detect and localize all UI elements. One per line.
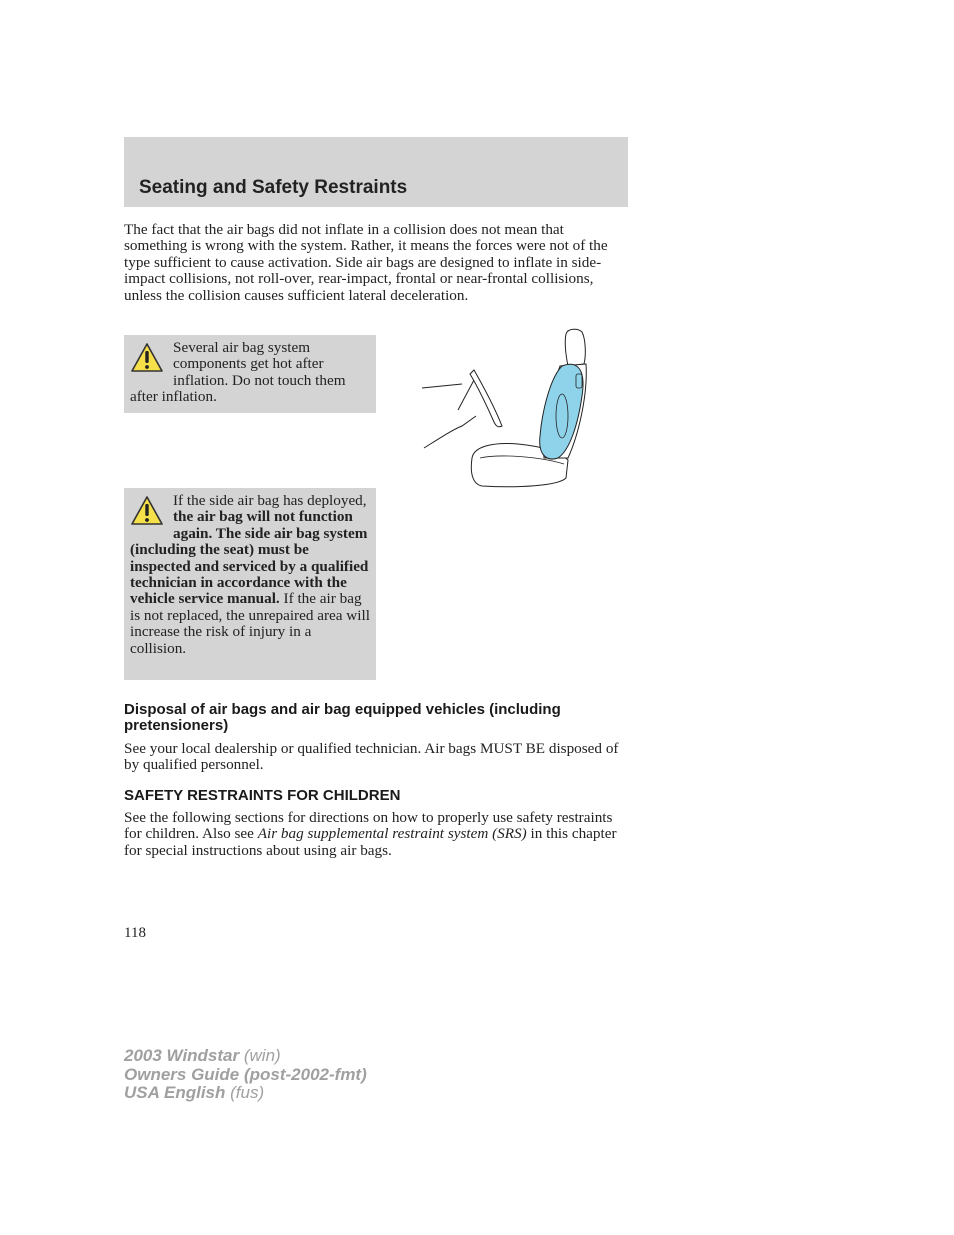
airbag-srs-reference: Air bag supplemental restraint system (SRS) <box>257 825 527 843</box>
children-paragraph <box>124 810 630 859</box>
footer-model-code: (win) <box>239 1046 281 1065</box>
page-number: 118 <box>124 925 146 941</box>
disposal-paragraph: See your local dealership or qualified technician. Air bags MUST BE disposed of by qualified personnel. <box>124 740 619 774</box>
deployed-airbag-warning <box>124 488 376 680</box>
warning-text-intro: If the side air bag has deployed, <box>173 492 367 509</box>
side-airbag-seat-illustration <box>418 326 593 491</box>
warning-triangle-icon <box>130 342 164 374</box>
children-text-rest: in this chapter for special instructions about using air bags. <box>124 825 617 859</box>
children-heading: SAFETY RESTRAINTS FOR CHILDREN <box>124 787 401 804</box>
children-text-intro: See the following sections for directions on how to properly use safety restraints for children. Also see <box>124 809 613 843</box>
footer-language: USA English <box>124 1083 226 1102</box>
section-header-band <box>124 137 628 207</box>
warning-text-emphasis: the air bag will not function again. The side air bag system (including the seat) must be inspected and serviced by a qualified technician in accordance with the vehicle service manual. <box>130 508 369 608</box>
section-title: Seating and Safety Restraints <box>139 177 408 198</box>
intro-paragraph: The fact that the air bags did not inflate in a collision does not mean that something is wrong with the system. Rather, it means the forces were not of the type sufficient to cause activation. Side air bags are designed to inflate in side-impact collisions, not roll-over, rear-impact, frontal or near-frontal collisions, unless the collision causes sufficient lateral deceleration. <box>124 221 608 304</box>
footer-model: 2003 Windstar <box>124 1046 240 1065</box>
warning-triangle-icon <box>130 495 164 527</box>
hot-components-warning <box>124 335 376 413</box>
document-footer <box>124 1047 367 1103</box>
footer-language-code: (fus) <box>225 1083 265 1102</box>
footer-guide: Owners Guide (post-2002-fmt) <box>124 1064 367 1084</box>
warning-text-rest: If the air bag is not replaced, the unrepaired area will increase the risk of injury in a collision. <box>130 590 370 657</box>
disposal-heading: Disposal of air bags and air bag equipped vehicles (including pretensioners) <box>124 701 561 734</box>
warning-text: Several air bag system components get hot after inflation. Do not touch them after inflation. <box>130 339 346 406</box>
